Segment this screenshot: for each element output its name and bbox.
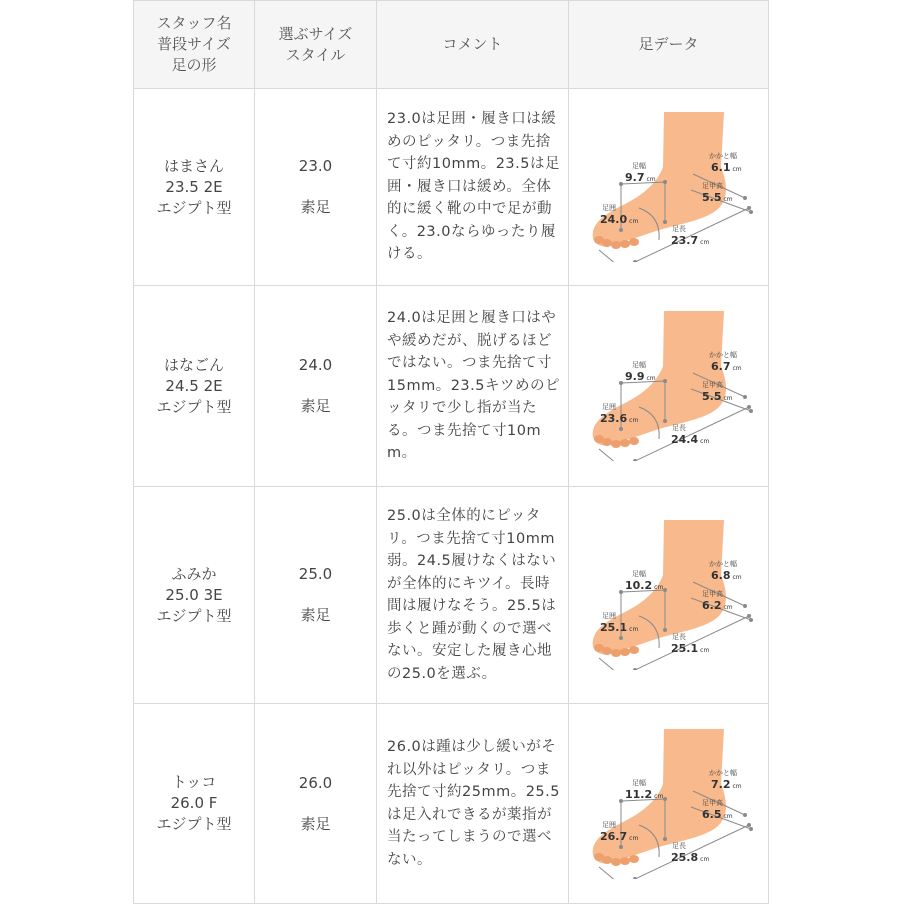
instep-value-unit: cm — [723, 395, 733, 402]
measure-point — [663, 379, 667, 383]
girth-value-unit: cm — [629, 834, 639, 842]
foot-shape: エジプト型 — [156, 397, 232, 416]
girth-label-text: 足囲 — [602, 612, 616, 620]
chosen-size: 25.0 — [298, 565, 333, 583]
heel-label — [709, 351, 737, 359]
measure-point — [663, 220, 667, 224]
style: 素足 — [300, 198, 331, 216]
toe — [611, 649, 621, 657]
instep-value-text: 6.2 — [702, 599, 722, 612]
table-row — [134, 286, 769, 487]
width-value-unit: cm — [646, 375, 656, 382]
length-value-unit: cm — [700, 647, 710, 654]
girth-value-unit: cm — [629, 417, 639, 424]
style: 素足 — [300, 814, 331, 833]
girth-value-text: 24.0 — [600, 213, 628, 226]
length-value — [671, 235, 709, 249]
staff-name: トッコ — [171, 773, 217, 791]
heel-label — [709, 560, 737, 568]
heel-label-text: かかと幅 — [709, 560, 737, 568]
header-staff-line1: スタッフ名 — [156, 14, 232, 32]
toe — [620, 240, 630, 248]
size-cell — [255, 89, 377, 286]
measure-point — [619, 590, 623, 594]
foot-data-cell — [569, 286, 769, 487]
usual-size: 23.5 2E — [165, 177, 223, 196]
width-label — [632, 779, 646, 787]
instep-value-unit: cm — [723, 196, 733, 203]
length-line — [599, 658, 635, 670]
measure-point — [663, 628, 667, 632]
chosen-size: 23.0 — [298, 157, 333, 175]
girth-label — [602, 821, 616, 829]
measure-point — [747, 405, 751, 409]
measure-point — [663, 588, 667, 592]
header-foot: 足データ — [569, 1, 769, 89]
foot-diagram — [569, 729, 769, 879]
header-comment: コメント — [377, 1, 569, 89]
heel-value-unit: cm — [732, 782, 742, 790]
length-label-text: 足長 — [672, 225, 686, 233]
toe — [620, 648, 630, 656]
measure-point — [619, 636, 623, 640]
length-label-text: 足長 — [672, 424, 686, 432]
instep-value — [702, 809, 733, 823]
instep-label-text: 足甲高 — [702, 590, 723, 598]
toe — [620, 857, 630, 865]
header-size — [255, 1, 377, 89]
comment-text: 26.0は踵は少し緩いがそれ以外はピッタリ。つま先捨て寸約25mm。25.5は足入れできるが薬指が当たってしまうので選べない。 — [387, 739, 560, 868]
heel-value — [711, 162, 742, 176]
staff-cell — [134, 487, 255, 704]
heel-value-unit: cm — [732, 574, 742, 581]
measure-point — [663, 837, 667, 841]
comment-text: 23.0は足囲・履き口は緩めのピッタリ。つま先捨て寸約10mm。23.5は足囲・履き口は緩め。全体的に緩く靴の中で足が動く。23.0ならゆったり履ける。 — [387, 111, 560, 263]
measure-point — [619, 799, 623, 803]
length-value-text: 24.4 — [671, 433, 699, 446]
staff-cell — [134, 704, 255, 904]
foot-shape: エジプト型 — [156, 606, 232, 625]
length-line — [599, 867, 635, 879]
comment-cell — [377, 704, 569, 904]
heel-label-text: かかと幅 — [709, 351, 737, 359]
width-value-text: 10.2 — [625, 579, 653, 592]
width-label-text: 足幅 — [632, 778, 646, 787]
length-label — [672, 633, 686, 641]
table-row — [134, 487, 769, 704]
measure-point — [633, 260, 637, 262]
width-value — [625, 371, 656, 385]
girth-label — [602, 612, 616, 620]
comment-cell — [377, 487, 569, 704]
chosen-size: 24.0 — [298, 356, 333, 374]
length-value-unit: cm — [700, 855, 710, 863]
comment-cell — [377, 286, 569, 487]
heel-value-text: 6.7 — [711, 360, 731, 373]
toe — [602, 647, 612, 655]
comment-text: 24.0は足囲と履き口はやや緩めだが、脱げるほどではない。つま先捨て寸15mm。23.5キツめのピッタリで少し指が当たる。つま先捨て寸10mm。 — [387, 310, 560, 462]
girth-label — [602, 204, 616, 212]
length-value-unit: cm — [700, 239, 710, 246]
size-cell — [255, 704, 377, 904]
length-value-unit: cm — [700, 438, 710, 445]
measure-point — [633, 877, 637, 879]
width-value — [625, 172, 656, 186]
header-staff-line3: 足の形 — [171, 56, 217, 74]
size-cell — [255, 487, 377, 704]
staff-cell — [134, 286, 255, 487]
width-label — [632, 162, 646, 170]
measure-point — [749, 210, 753, 214]
measure-point — [619, 427, 623, 431]
length-label-text: 足長 — [672, 633, 686, 641]
table-row — [134, 704, 769, 904]
heel-value-unit: cm — [732, 166, 742, 173]
foot-illustration — [569, 112, 769, 262]
table-row — [134, 89, 769, 286]
usual-size: 25.0 3E — [165, 585, 223, 604]
girth-value-unit: cm — [629, 218, 639, 225]
toe — [629, 646, 639, 654]
heel-label — [709, 152, 737, 160]
width-label-text: 足幅 — [632, 570, 646, 578]
size-cell — [255, 286, 377, 487]
toe — [611, 440, 621, 448]
length-label — [672, 424, 686, 432]
instep-value — [702, 192, 733, 206]
measure-point — [663, 180, 667, 184]
width-value-text: 11.2 — [625, 787, 653, 801]
length-label — [672, 225, 686, 233]
foot-diagram — [569, 520, 769, 670]
girth-label-text: 足囲 — [602, 204, 616, 212]
header-staff — [134, 1, 255, 89]
length-value-text: 25.1 — [671, 642, 699, 655]
instep-label — [702, 799, 723, 807]
header-size-line1: 選ぶサイズ — [278, 24, 353, 43]
staff-size-table — [133, 0, 769, 904]
measure-point — [747, 823, 751, 827]
width-label-text: 足幅 — [632, 162, 646, 170]
toe — [602, 239, 612, 247]
header-size-line2: スタイル — [285, 45, 346, 64]
length-line — [599, 250, 635, 262]
girth-label — [602, 403, 616, 411]
girth-value-text: 26.7 — [600, 829, 628, 843]
measure-point — [663, 419, 667, 423]
foot-shape: エジプト型 — [156, 815, 232, 833]
measure-point — [633, 459, 637, 461]
instep-label — [702, 381, 723, 389]
girth-value-text: 25.1 — [600, 621, 628, 634]
instep-value-text: 6.5 — [702, 807, 722, 821]
girth-value — [600, 413, 638, 427]
length-value-text: 23.7 — [671, 234, 699, 247]
heel-value-unit: cm — [732, 365, 742, 372]
measure-point — [619, 182, 623, 186]
toe — [611, 858, 621, 866]
foot-illustration — [569, 729, 769, 879]
measure-point — [749, 618, 753, 622]
instep-label — [702, 182, 723, 190]
style: 素足 — [300, 606, 331, 624]
toe — [629, 238, 639, 246]
foot-diagram — [569, 112, 769, 262]
instep-value-unit: cm — [723, 604, 733, 611]
comment-text: 25.0は全体的にピッタリ。つま先捨て寸10mm弱。24.5履けなくはないが全体的にキツイ。長時間は履けなそう。25.5は歩くと踵が動くので選べない。安定した履き心地の25.0を選ぶ。 — [387, 508, 557, 682]
width-value-text: 9.9 — [625, 370, 645, 383]
length-label-text: 足長 — [672, 841, 686, 850]
instep-value-text: 5.5 — [702, 191, 722, 204]
measure-point — [663, 797, 667, 801]
length-value-text: 25.8 — [671, 850, 699, 864]
girth-value — [600, 831, 638, 845]
instep-label-text: 足甲高 — [702, 182, 723, 190]
foot-data-cell — [569, 704, 769, 904]
length-value — [671, 434, 709, 448]
width-value — [625, 580, 663, 594]
girth-label-text: 足囲 — [602, 820, 616, 829]
measure-point — [743, 196, 747, 200]
measure-point — [619, 228, 623, 232]
width-label — [632, 570, 646, 578]
instep-label-text: 足甲高 — [702, 798, 723, 807]
instep-label — [702, 590, 723, 598]
girth-value — [600, 622, 638, 636]
instep-value — [702, 391, 733, 405]
instep-value-text: 5.5 — [702, 390, 722, 403]
heel-label-text: かかと幅 — [709, 768, 737, 777]
width-label — [632, 361, 646, 369]
heel-value — [711, 779, 742, 793]
width-value-unit: cm — [646, 176, 656, 183]
foot-data-cell — [569, 487, 769, 704]
foot-illustration — [569, 520, 769, 670]
measure-point — [743, 395, 747, 399]
toe — [620, 439, 630, 447]
header-row — [134, 1, 769, 89]
girth-value-text: 23.6 — [600, 412, 628, 425]
measure-point — [619, 845, 623, 849]
length-value — [671, 852, 709, 866]
instep-value — [702, 600, 733, 614]
length-label — [672, 842, 686, 850]
foot-shape: エジプト型 — [156, 198, 232, 217]
chosen-size: 26.0 — [298, 773, 333, 792]
toe — [629, 855, 639, 863]
width-value — [625, 789, 663, 803]
measure-point — [619, 381, 623, 385]
heel-label-text: かかと幅 — [709, 152, 737, 160]
girth-value — [600, 214, 638, 228]
toe — [602, 856, 612, 864]
length-value — [671, 643, 709, 657]
comment-cell — [377, 89, 569, 286]
measure-point — [747, 614, 751, 618]
heel-value — [711, 570, 742, 584]
width-value-unit: cm — [654, 792, 664, 800]
measure-point — [749, 827, 753, 831]
foot-illustration — [569, 311, 769, 461]
measure-point — [743, 604, 747, 608]
foot-data-cell — [569, 89, 769, 286]
staff-name: はなごん — [163, 355, 224, 374]
width-value-text: 9.7 — [625, 171, 645, 184]
heel-value-text: 6.1 — [711, 161, 731, 174]
measure-point — [747, 206, 751, 210]
measure-point — [633, 668, 637, 670]
heel-value-text: 6.8 — [711, 569, 731, 582]
girth-value-unit: cm — [629, 626, 639, 633]
measure-point — [749, 409, 753, 413]
staff-name: はまさん — [163, 156, 224, 175]
girth-label-text: 足囲 — [602, 403, 616, 411]
style: 素足 — [300, 397, 331, 415]
instep-value-unit: cm — [723, 812, 733, 820]
heel-label — [709, 769, 737, 777]
foot-diagram — [569, 311, 769, 461]
usual-size: 26.0 F — [170, 794, 218, 812]
length-line — [599, 449, 635, 461]
instep-label-text: 足甲高 — [702, 381, 723, 389]
usual-size: 24.5 2E — [165, 376, 223, 395]
toe — [629, 437, 639, 445]
toe — [611, 241, 621, 249]
width-value-unit: cm — [654, 584, 664, 591]
measure-point — [743, 813, 747, 817]
heel-value-text: 7.2 — [711, 777, 731, 791]
staff-cell — [134, 89, 255, 286]
heel-value — [711, 361, 742, 375]
header-staff-line2: 普段サイズ — [157, 35, 231, 53]
toe — [602, 438, 612, 446]
staff-name: ふみか — [171, 564, 217, 583]
width-label-text: 足幅 — [632, 361, 646, 369]
